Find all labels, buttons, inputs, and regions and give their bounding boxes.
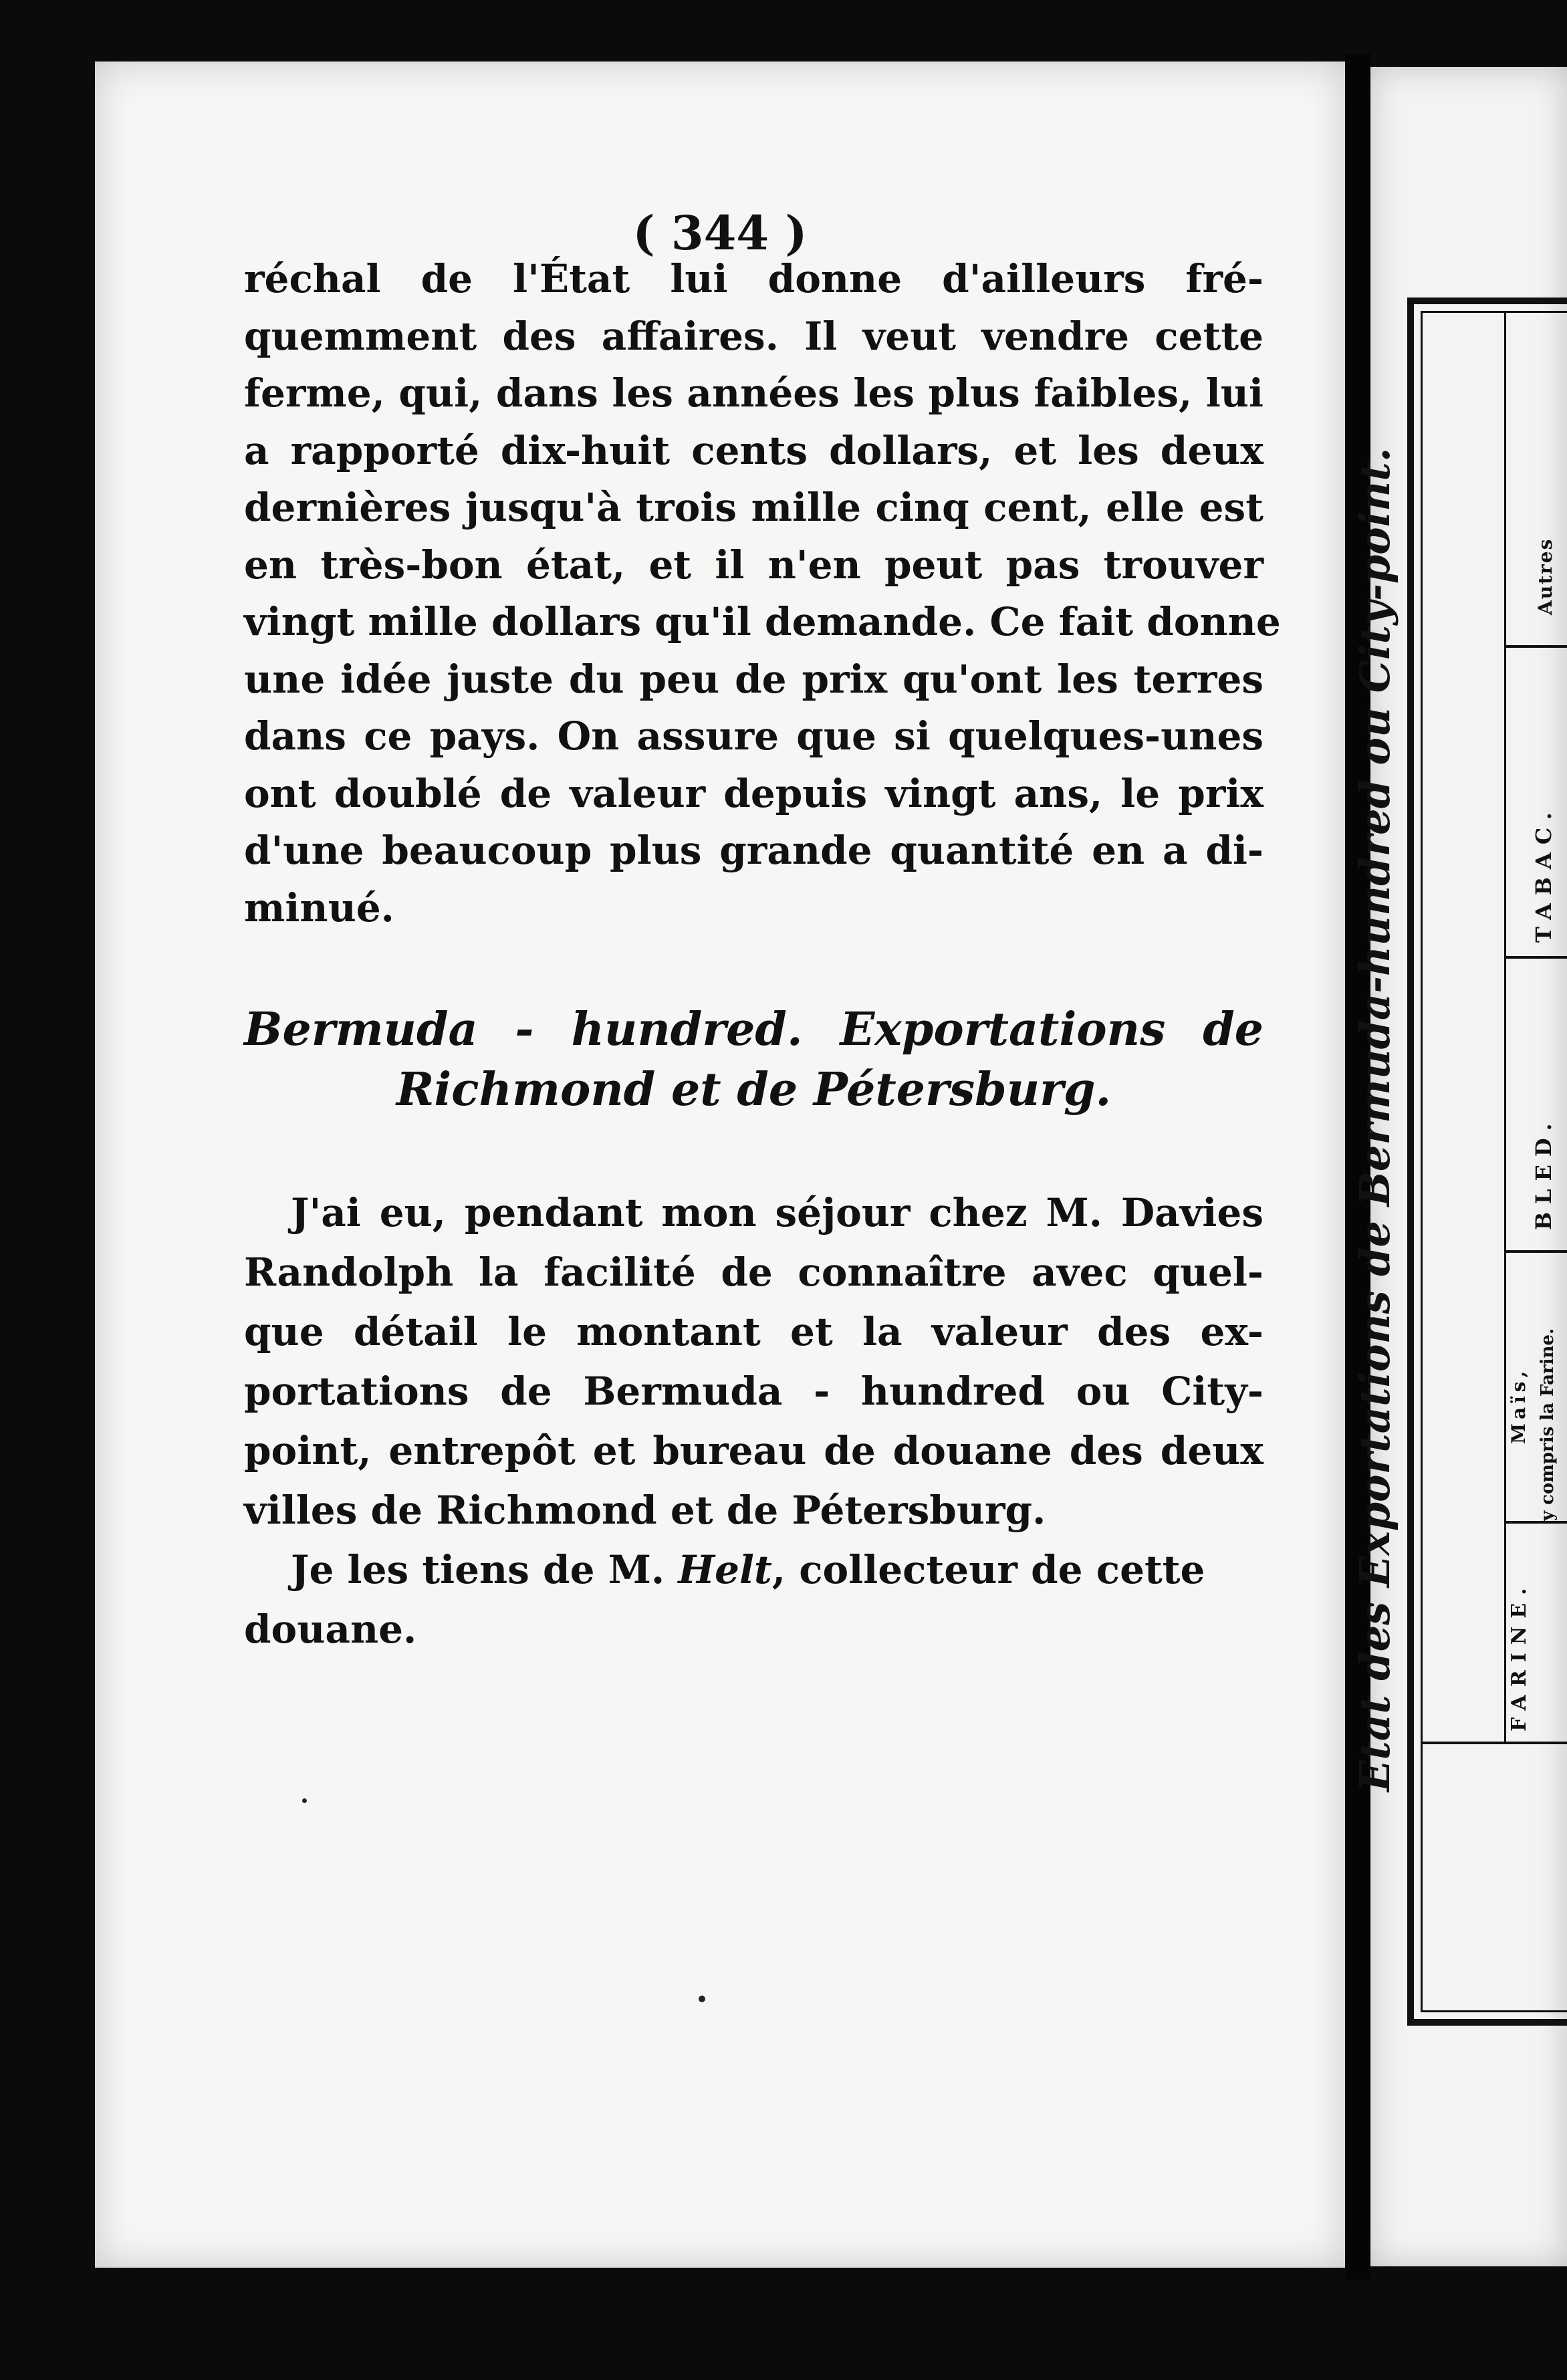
text-line: vingt mille dollars qu'il demande. Ce fait donne [244, 599, 1281, 644]
paragraph-3-line-1 [244, 1540, 1263, 1600]
column-separator [1504, 1521, 1567, 1524]
text-span: , collecteur de cette [771, 1547, 1205, 1592]
text-line: dans ce pays. On assure que si quelques-unes [244, 713, 1263, 759]
table-title: Etat des Exportations de Bermuda-hundred ou City-point. [1350, 447, 1399, 1792]
text-line: dernières jusqu'à trois mille cinq cent, elle est [244, 485, 1263, 530]
text-span: Je les tiens de M. [291, 1547, 679, 1592]
text-line: portations de Bermuda - hundred ou City- [244, 1368, 1263, 1414]
column-header-bled: BLED. [1531, 1115, 1556, 1230]
column-header-autres: Autres [1534, 538, 1556, 615]
text-line: en très-bon état, et il n'en peut pas trouver [244, 542, 1263, 588]
column-separator [1504, 1250, 1567, 1253]
ink-speck [302, 1798, 307, 1803]
collector-name: Helt [678, 1547, 772, 1592]
column-header-tabac: TABAC. [1531, 804, 1556, 943]
text-line: ferme, qui, dans les années les plus faibles, lui [244, 370, 1263, 416]
text-line: ont doublé de valeur depuis vingt ans, le prix [244, 770, 1263, 816]
text-line: point, entrepôt et bureau de douane des deux [244, 1428, 1263, 1473]
text-line: Randolph la facilité de connaître avec quel- [244, 1250, 1263, 1295]
table-column-rule [1504, 313, 1506, 1744]
section-heading-line-2: Richmond et de Pétersburg. [396, 1063, 1112, 1116]
text-line: réchal de l'État lui donne d'ailleurs fré- [244, 256, 1263, 302]
text-line: a rapporté dix-huit cents dollars, et les deux [244, 427, 1263, 473]
text-line: minué. [244, 884, 394, 931]
table-row-separator [1423, 1742, 1567, 1744]
text-line: que détail le montant et la valeur des ex- [244, 1309, 1263, 1354]
text-line: d'une beaucoup plus grande quantité en a di- [244, 828, 1263, 873]
page-number: ( 344 ) [632, 205, 808, 261]
column-header-farine: FARINE. [1508, 1580, 1531, 1732]
column-separator [1504, 956, 1567, 959]
text-line: une idée juste du peu de prix qu'ont les terres [244, 656, 1263, 702]
text-line: J'ai eu, pendant mon séjour chez M. Davies [291, 1190, 1263, 1235]
paragraph-3-line-2: douane. [244, 1606, 417, 1652]
ink-speck [699, 1996, 705, 2002]
column-header-mais: Maïs, [1508, 1366, 1530, 1444]
paragraph-2 [244, 1183, 1263, 1659]
section-heading-line-1: Bermuda - hundred. Exportations de [244, 1003, 1263, 1056]
text-line: quemment des affaires. Il veut vendre cette [244, 313, 1263, 359]
column-subheader-farine: y compris la Farine. [1538, 1328, 1558, 1521]
paragraph-1 [244, 251, 1281, 937]
text-line: villes de Richmond et de Pétersburg. [244, 1488, 1046, 1533]
column-separator [1504, 645, 1567, 648]
